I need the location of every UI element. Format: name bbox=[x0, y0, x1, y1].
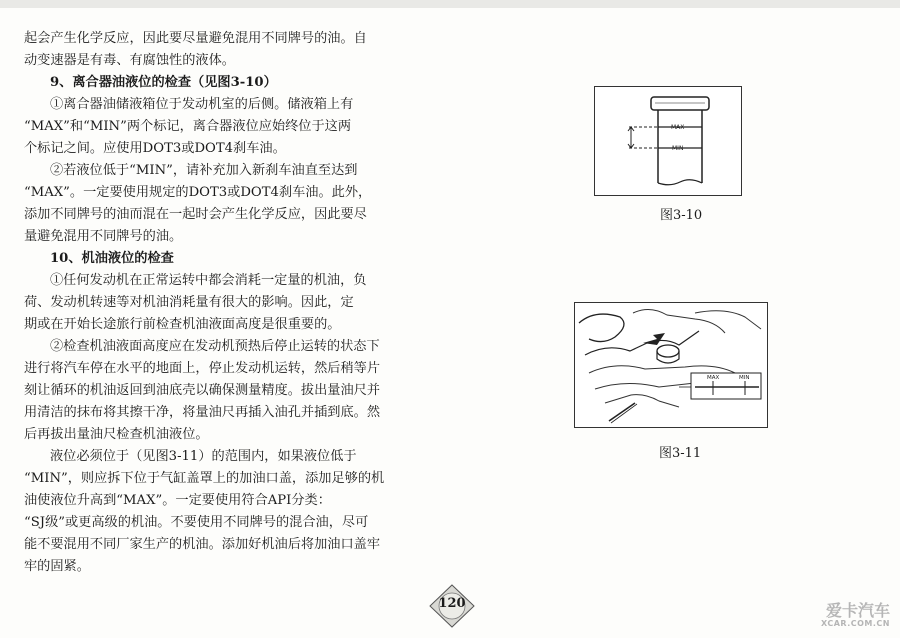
text-line: 个标记之间。应使用DOT3或DOT4刹车油。 bbox=[24, 141, 286, 156]
text-line: 进行将汽车停在水平的地面上，停止发动机运转，然后稍等片 bbox=[24, 361, 381, 376]
text-line: ①任何发动机在正常运转中都会消耗一定量的机油，负 bbox=[50, 273, 367, 288]
text-line: “SJ级”或更高级的机油。不要使用不同牌号的混合油，尽可 bbox=[24, 515, 369, 530]
text-line: 量避免混用不同牌号的油。 bbox=[24, 229, 183, 244]
section-heading-engine-oil: 10、机油液位的检查 bbox=[50, 251, 174, 266]
text-line: 起会产生化学反应，因此要尽量避免混用不同牌号的油。自 bbox=[24, 31, 367, 46]
dipstick-min-label: MIN bbox=[739, 375, 750, 381]
scan-top-edge bbox=[0, 0, 900, 8]
text-line: “MIN”，则应拆下位于气缸盖罩上的加油口盖，添加足够的机 bbox=[24, 471, 385, 486]
text-line: 后再拔出量油尺检查机油液位。 bbox=[24, 427, 209, 442]
watermark-sub: XCAR.COM.CN bbox=[820, 619, 890, 628]
text-line: 动变速器是有毒、有腐蚀性的液体。 bbox=[24, 53, 235, 68]
dipstick-max-label: MAX bbox=[707, 375, 720, 381]
text-line: “MAX”和“MIN”两个标记，离合器液位应始终位于这两 bbox=[24, 119, 352, 134]
max-mark-label: MAX bbox=[671, 124, 685, 131]
text-line: “MAX”。一定要使用规定的DOT3或DOT4刹车油。此外， bbox=[24, 185, 372, 200]
text-line: 用清洁的抹布将其擦干净，将量油尺再插入油孔并插到底。然 bbox=[24, 405, 381, 420]
min-mark-label: MIN bbox=[672, 145, 684, 152]
text-line: ②检查机油液面高度应在发动机预热后停止运转的状态下 bbox=[50, 339, 380, 354]
text-line: ②若液位低于“MIN”，请补充加入新刹车油直至达到 bbox=[50, 163, 358, 178]
text-line: 牢的固紧。 bbox=[24, 559, 90, 574]
figure-caption-3-11: 图3-11 bbox=[659, 446, 702, 461]
text-line: 刻让循环的机油返回到油底壳以确保测量精度。拔出量油尺并 bbox=[24, 383, 381, 398]
text-line: ①离合器油储液箱位于发动机室的后侧。储液箱上有 bbox=[50, 97, 354, 112]
page-number: 120 bbox=[438, 596, 466, 611]
text-line: 添加不同牌号的油而混在一起时会产生化学反应，因此要尽 bbox=[24, 207, 367, 222]
site-watermark bbox=[820, 601, 890, 630]
text-line: 期或在开始长途旅行前检查机油液面高度是很重要的。 bbox=[24, 317, 341, 332]
figure-clutch-reservoir bbox=[594, 86, 742, 196]
reservoir-illustration bbox=[595, 87, 740, 194]
watermark-main: 爱卡汽车 bbox=[825, 601, 890, 620]
figure-engine-oil-dipstick bbox=[574, 302, 768, 428]
text-line: 能不要混用不同厂家生产的机油。添加好机油后将加油口盖牢 bbox=[24, 537, 381, 552]
text-line: 油使液位升高到“MAX”。一定要使用符合API分类： bbox=[24, 493, 331, 508]
text-line: 荷、发动机转速等对机油消耗量有很大的影响。因此，定 bbox=[24, 295, 354, 310]
engine-bay-illustration bbox=[575, 303, 766, 426]
section-heading-clutch-fluid: 9、离合器油液位的检查（见图3-10） bbox=[50, 75, 277, 90]
text-line: 液位必须位于（见图3-11）的范围内，如果液位低于 bbox=[50, 449, 357, 464]
figure-caption-3-10: 图3-10 bbox=[660, 208, 703, 223]
